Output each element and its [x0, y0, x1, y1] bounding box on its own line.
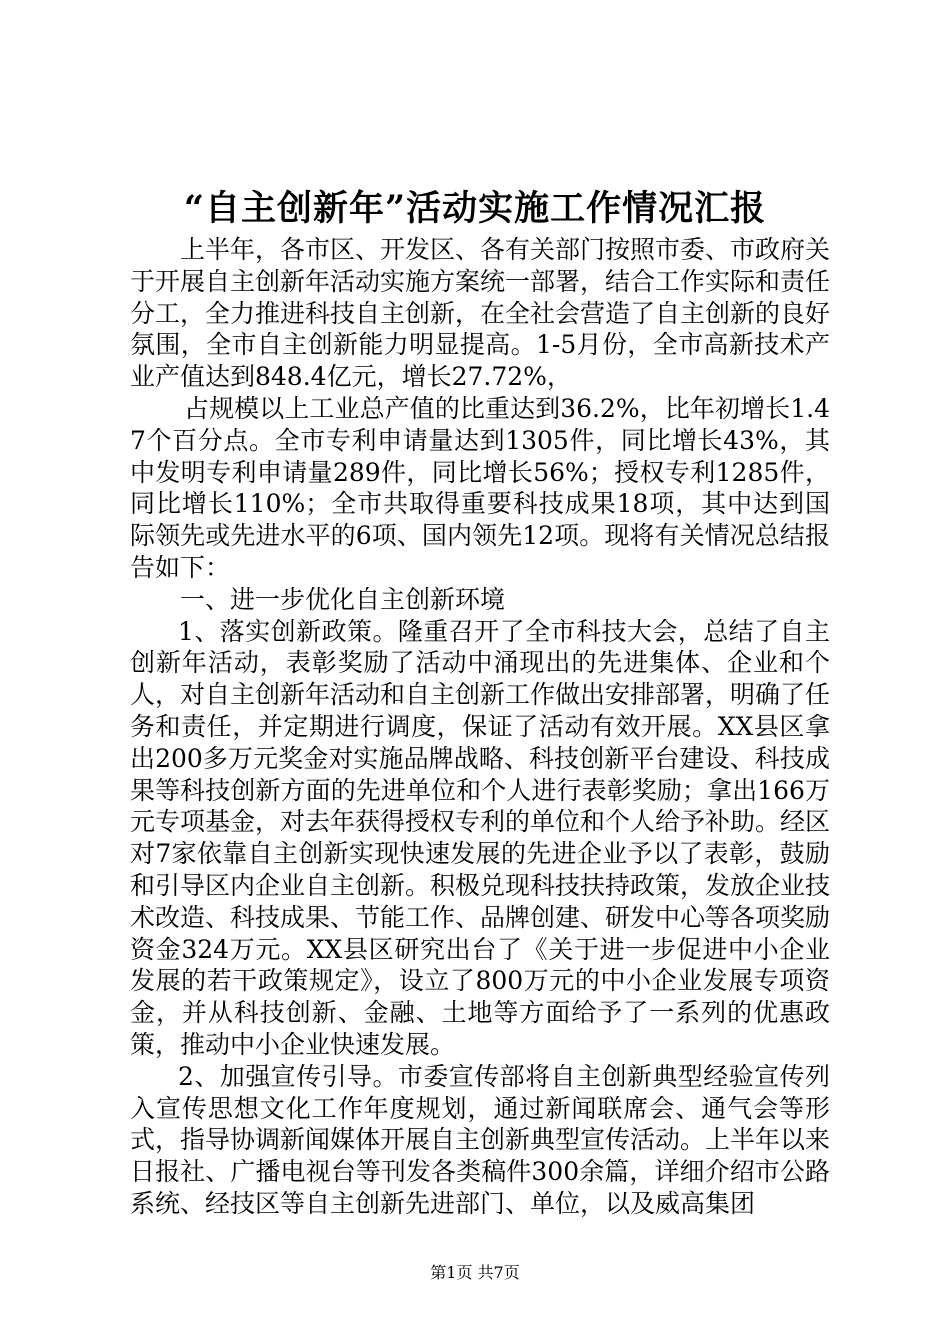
- document-title: “自主创新年”活动实施工作情况汇报: [183, 188, 767, 229]
- body-paragraph-3: 1、落实创新政策。隆重召开了全市科技大会，总结了自主创新年活动，表彰奖励了活动中涌现出的先进集体、企业和个人，对自主创新年活动和自主创新工作做出安排部署，明确了任务和责任，并定期进行调度，保证了活动有效开展。XX县区拿出200多万元奖金对实施品牌战略、科技创新平台建设、科技成果等科技创新方面的先进单位和个人进行表彰奖励；拿出166万元专项基金，对去年获得授权专利的单位和个人给予补助。经区对7家依靠自主创新实现快速发展的先进企业予以了表彰，鼓励和引导区内企业自主创新。积极兑现科技扶持政策，发放企业技术改造、科技成果、节能工作、品牌创建、研发中心等各项奖励资金324万元。XX县区研究出台了《关于进一步促进中小企业发展的若干政策规定》，设立了800万元的中小企业发展专项资金，并从科技创新、金融、土地等方面给予了一系列的优惠政策，推动中小企业快速发展。: [130, 616, 831, 1059]
- section-heading-1: 一、进一步优化自主创新环境: [180, 584, 506, 614]
- page-number-footer: 第1页 共7页: [430, 1263, 520, 1282]
- body-paragraph-4: 2、加强宣传引导。市委宣传部将自主创新典型经验宣传列入宣传思想文化工作年度规划，通过新闻联席会、通气会等形式，指导协调新闻媒体开展自主创新典型宣传活动。上半年以来日报社、广播电视台等刊发各类稿件300余篇，详细介绍市公路系统、经技区等自主创新先进部门、单位，以及威高集团: [130, 1061, 831, 1218]
- body-paragraph-2: 占规模以上工业总产值的比重达到36.2%，比年初增长1.47个百分点。全市专利申请量达到1305件，同比增长43%，其中发明专利申请量289件，同比增长56%；授权专利1285件，同比增长110%；全市共取得重要科技成果18项，其中达到国际领先或先进水平的6项、国内领先12项。现将有关情况总结报告如下：: [130, 393, 830, 582]
- document-body: [130, 234, 830, 1220]
- body-paragraph-1: 上半年，各市区、开发区、各有关部门按照市委、市政府关于开展自主创新年活动实施方案统一部署，结合工作实际和责任分工，全力推进科技自主创新，在全社会营造了自主创新的良好氛围，全市自主创新能力明显提高。1-5月份，全市高新技术产业产值达到848.4亿元，增长27.72%，: [130, 235, 831, 392]
